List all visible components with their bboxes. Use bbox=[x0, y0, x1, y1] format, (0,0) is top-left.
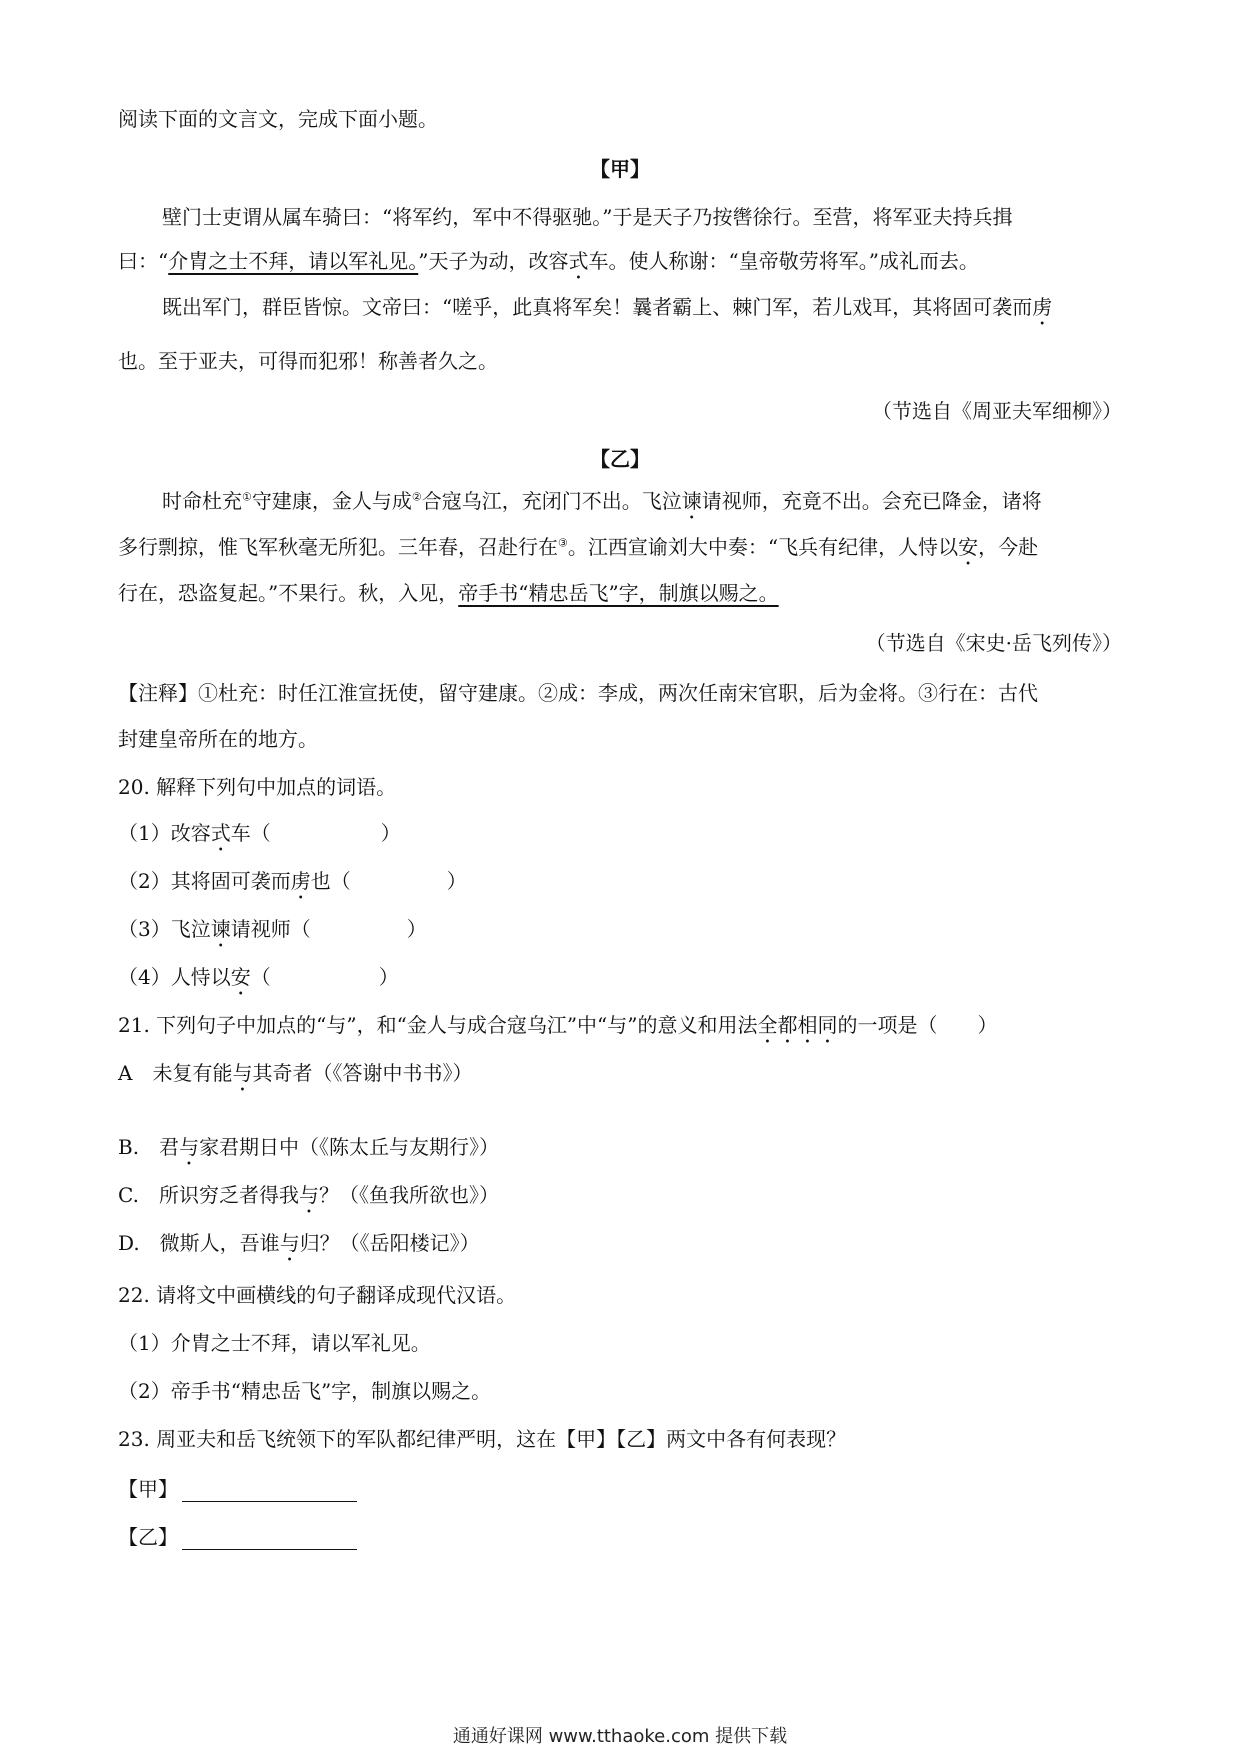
footnote-marker: ① bbox=[242, 490, 252, 504]
text-segment: 合寇乌江，充闭门不出。飞泣 bbox=[421, 489, 682, 513]
question-23-stem: 23. 周亚夫和岳飞统领下的军队都纪律严明，这在【甲】【乙】两文中各有何表现？ bbox=[118, 1427, 847, 1451]
option-b bbox=[118, 1132, 1128, 1170]
text-segment: 曰：“ bbox=[118, 249, 169, 273]
text-segment: 家君期日中（《陈太丘与友期行》） bbox=[199, 1135, 500, 1159]
text-b-source: （节选自《宋史·岳飞列传》） bbox=[865, 631, 1122, 655]
text-segment: 也（ bbox=[310, 869, 351, 893]
dotted-word: 谏 bbox=[210, 917, 231, 941]
text-segment: ） bbox=[380, 821, 401, 845]
dotted-word: 与 bbox=[298, 1183, 319, 1207]
text-segment: 改容 bbox=[170, 821, 211, 845]
dotted-word: 与 bbox=[179, 1135, 200, 1159]
answer-label: 【甲】 bbox=[118, 1477, 178, 1501]
text-a-source: （节选自《周亚夫军细柳》） bbox=[872, 399, 1122, 423]
text-segment: ，今赴 bbox=[978, 535, 1039, 559]
answer-blank[interactable] bbox=[182, 1527, 357, 1550]
notes-line: 封建皇帝所在的地方。 bbox=[118, 727, 318, 751]
question-20-item bbox=[118, 962, 1128, 1000]
item-number: （1） bbox=[118, 821, 171, 845]
footnote-marker: ③ bbox=[558, 536, 568, 550]
text-segment: ） bbox=[406, 917, 427, 941]
text-segment: D. 微斯人，吾谁 bbox=[118, 1231, 280, 1255]
answer-blank[interactable] bbox=[182, 1479, 357, 1502]
question-21-stem bbox=[118, 1010, 1128, 1048]
text-a-line: 壁门士吏谓从属车骑曰：“将军约，军中不得驱驰。”于是天子乃按辔徐行。至营，将军亚夫持兵揖 bbox=[162, 205, 1013, 229]
question-22-stem: 22. 请将文中画横线的句子翻译成现代汉语。 bbox=[118, 1283, 517, 1307]
notes-line: 【注释】①杜充：时任江淮宣抚使，留守建康。②成：李成，两次任南宋官职，后为金将。③行在：古代 bbox=[118, 681, 1038, 705]
question-22-item: （1）介胄之士不拜，请以军礼见。 bbox=[118, 1331, 431, 1355]
text-segment: 。江西宣谕刘大中奏：“飞兵有纪律，人恃以 bbox=[567, 535, 959, 559]
underlined-sentence: 帝手书“精忠岳飞”字，制旗以赐之。 bbox=[458, 581, 779, 605]
text-segment: ） bbox=[378, 965, 399, 989]
text-segment: 车。使人称谢：“皇帝敬劳将军。”成礼而去。 bbox=[588, 249, 979, 273]
text-b-line bbox=[118, 578, 1128, 608]
text-segment: 车（ bbox=[230, 821, 271, 845]
text-segment: 归？（《岳阳楼记》） bbox=[299, 1231, 480, 1255]
text-segment: 守建康，金人与成 bbox=[251, 489, 412, 513]
text-b-line bbox=[118, 532, 1128, 570]
text-segment: 21. 下列句子中加点的“与”，和“金人与成合寇乌江”中“与”的意义和用法 bbox=[118, 1013, 758, 1037]
dotted-word: 虏 bbox=[290, 869, 311, 893]
text-segment: 行在，恐盗复起。”不果行。秋，入见， bbox=[118, 581, 459, 605]
question-20-item bbox=[118, 866, 1128, 904]
option-d bbox=[118, 1228, 1128, 1266]
dotted-word: 虏 bbox=[1032, 295, 1053, 319]
dotted-word: 与 bbox=[232, 1061, 253, 1085]
text-segment: ”天子为动，改容 bbox=[418, 249, 569, 273]
underlined-sentence: 介胄之士不拜，请以军礼见。 bbox=[168, 249, 419, 273]
footnote-marker: ② bbox=[411, 490, 422, 504]
dotted-word: 安 bbox=[958, 535, 979, 559]
dotted-word: 谏 bbox=[681, 489, 702, 513]
text-a-line bbox=[118, 246, 1128, 284]
text-a-heading: 【甲】 bbox=[590, 157, 650, 181]
dotted-word: 全都相同 bbox=[757, 1013, 838, 1037]
text-segment: 时命杜充 bbox=[162, 489, 242, 513]
dotted-word: 安 bbox=[230, 965, 251, 989]
text-b-heading: 【乙】 bbox=[590, 447, 650, 471]
text-segment: 请视师，充竟不出。会充已降金，诸将 bbox=[701, 489, 1042, 513]
text-segment: 的一项是（ ） bbox=[837, 1013, 998, 1037]
instruction: 阅读下面的文言文，完成下面小题。 bbox=[118, 107, 438, 131]
text-segment: 既出军门，群臣皆惊。文帝曰：“嗟乎，此真将军矣！曩者霸上、棘门军，若儿戏耳，其将固可袭而 bbox=[162, 295, 1033, 319]
question-20-stem: 20. 解释下列句中加点的词语。 bbox=[118, 775, 397, 799]
answer-label: 【乙】 bbox=[118, 1525, 178, 1549]
option-a bbox=[118, 1058, 1128, 1096]
dotted-word: 与 bbox=[279, 1231, 300, 1255]
text-segment: 人恃以 bbox=[170, 965, 231, 989]
text-segment: ？（《鱼我所欲也》） bbox=[318, 1183, 499, 1207]
page-footer: 通通好课网 www.tthaoke.com 提供下载 bbox=[452, 1726, 788, 1747]
text-segment: ） bbox=[446, 869, 467, 893]
text-a-line bbox=[162, 292, 1128, 330]
item-number: （2） bbox=[118, 869, 171, 893]
text-segment: B. 君 bbox=[118, 1135, 180, 1159]
text-segment: 其将固可袭而 bbox=[170, 869, 291, 893]
answer-line-a bbox=[118, 1474, 1128, 1504]
text-segment: A 未复有能 bbox=[118, 1061, 233, 1085]
text-segment: （ bbox=[250, 965, 271, 989]
text-segment: 飞泣 bbox=[170, 917, 211, 941]
answer-line-b bbox=[118, 1522, 1128, 1552]
text-a-line: 也。至于亚夫，可得而犯邪！称善者久之。 bbox=[118, 349, 498, 373]
question-20-item bbox=[118, 818, 1128, 856]
option-c bbox=[118, 1180, 1128, 1218]
question-20-item bbox=[118, 914, 1128, 952]
text-segment: 其奇者（《答谢中书书》） bbox=[252, 1061, 473, 1085]
dotted-word: 式 bbox=[568, 249, 589, 273]
item-number: （3） bbox=[118, 917, 171, 941]
item-number: （4） bbox=[118, 965, 171, 989]
dotted-word: 式 bbox=[210, 821, 231, 845]
text-b-line bbox=[162, 486, 1128, 524]
text-segment: 请视师（ bbox=[230, 917, 311, 941]
text-segment: 多行剽掠，惟飞军秋毫无所犯。三年春，召赴行在 bbox=[118, 535, 558, 559]
text-segment: C. 所识穷乏者得我 bbox=[118, 1183, 299, 1207]
question-22-item: （2）帝手书“精忠岳飞”字，制旗以赐之。 bbox=[118, 1379, 492, 1403]
